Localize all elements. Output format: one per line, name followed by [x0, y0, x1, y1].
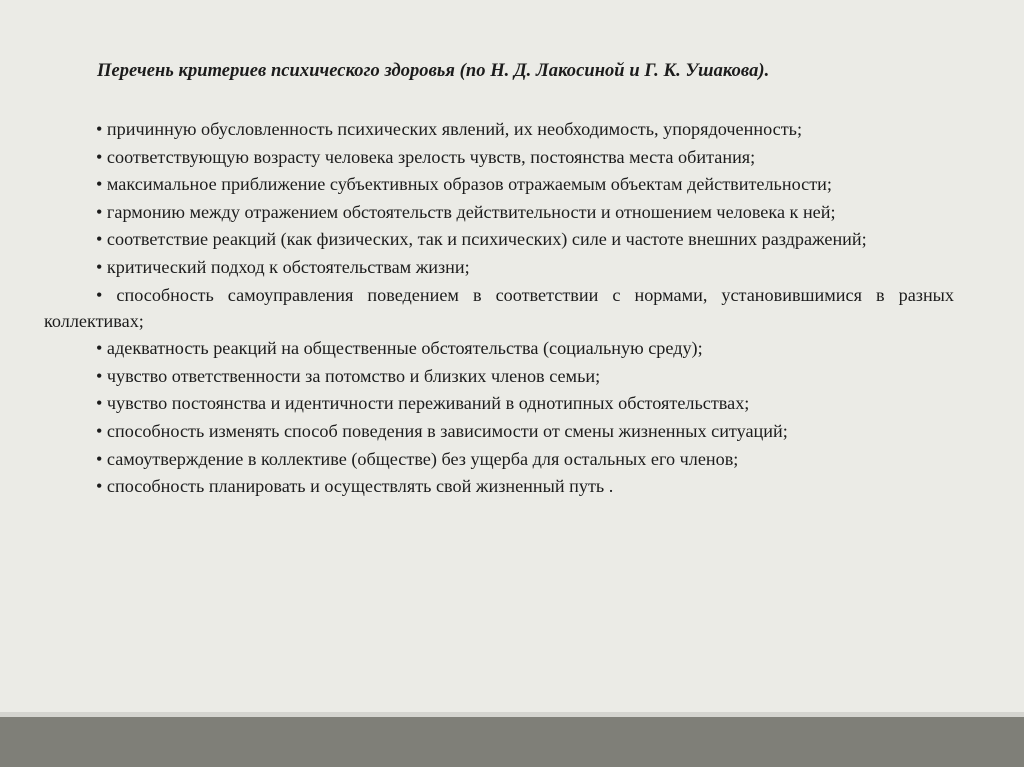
list-item-text: • способность планировать и осуществлять свой жизненный путь . [96, 476, 614, 497]
list-item [96, 171, 954, 197]
list-item [96, 199, 954, 225]
criteria-list [44, 116, 954, 501]
list-item [96, 254, 954, 280]
list-item-text: • соответствующую возрасту человека зрелость чувств, постоянства места обитания; [96, 146, 756, 167]
list-item [96, 226, 954, 252]
list-item-text: • критический подход к обстоятельствам жизни; [96, 256, 470, 277]
list-item [96, 335, 954, 361]
list-item-text: • способность изменять способ поведения в зависимости от смены жизненных ситуаций; [96, 420, 788, 441]
list-item [44, 282, 954, 334]
list-item-text: • максимальное приближение субъективных образов отражаемым объектам действительности; [96, 174, 832, 195]
list-item [96, 390, 954, 416]
list-item-text: • адекватность реакций на общественные обстоятельства (социальную среду); [96, 338, 703, 359]
list-item [96, 144, 954, 170]
list-item-text: • чувство постоянства и идентичности переживаний в однотипных обстоятельствах; [96, 393, 750, 414]
list-item [96, 116, 954, 142]
list-item [96, 418, 954, 444]
list-item-text: • соответствие реакций (как физических, так и психических) силе и частоте внешних раздражений; [96, 229, 867, 250]
list-item-text: • способность самоуправления поведением в соответствии с нормами, установившимися в разных коллективах; [44, 284, 954, 331]
list-item [96, 473, 954, 499]
list-item-text: • причинную обусловленность психических явлений, их необходимость, упорядоченность; [96, 119, 802, 139]
list-item-text: • самоутверждение в коллективе (обществе) без ущерба для остальных его членов; [96, 448, 739, 469]
footer-bar [0, 717, 1024, 767]
list-item-text: • чувство ответственности за потомство и близких членов семьи; [96, 365, 601, 386]
list-item-text: • гармонию между отражением обстоятельств действительности и отношением человека к ней; [96, 201, 836, 222]
slide-title: Перечень критериев психического здоровья (по Н. Д. Лакосиной и Г. К. Ушакова). [97, 61, 770, 81]
list-item [96, 446, 954, 472]
list-item [96, 363, 954, 389]
